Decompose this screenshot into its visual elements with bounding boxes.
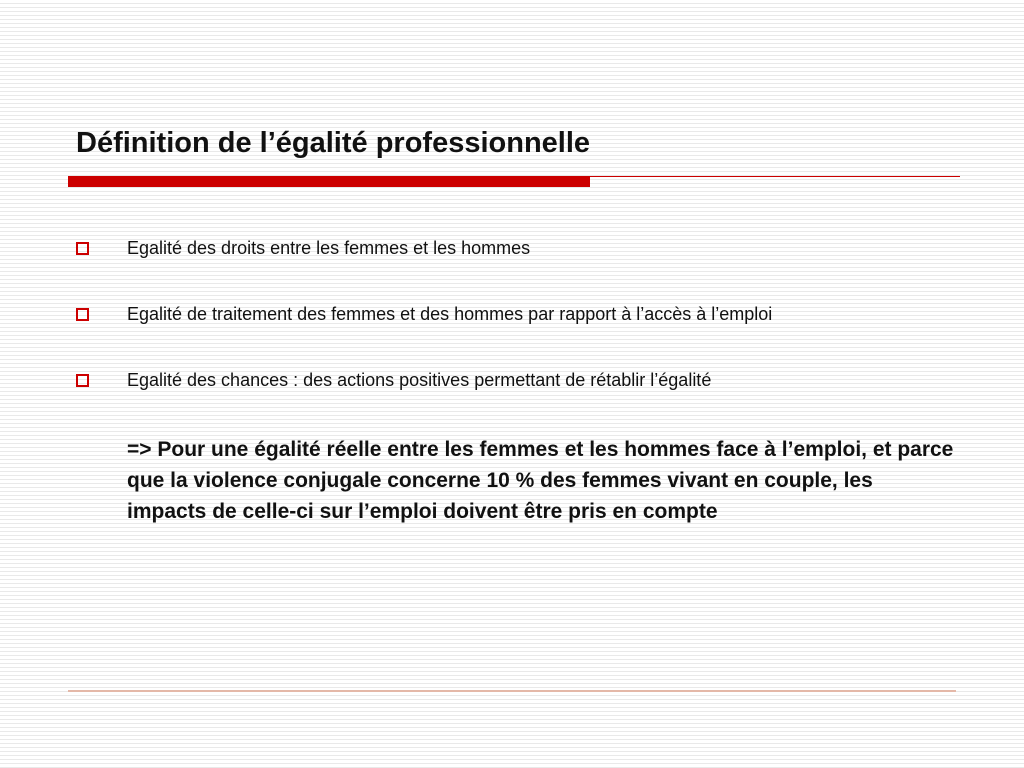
bullet-item: [76, 368, 976, 392]
conclusion-text: => Pour une égalité réelle entre les femmes et les hommes face à l’emploi, et parce que la violence conjugale concerne 10 % des femmes vivant en couple, les impacts de celle-ci sur l’emploi doivent être pris en compte: [127, 438, 954, 523]
bullet-text: Egalité des chances : des actions positives permettant de rétablir l’égalité: [127, 370, 712, 390]
square-bullet-icon: [76, 308, 89, 321]
bullet-text: Egalité de traitement des femmes et des hommes par rapport à l’accès à l’emploi: [127, 304, 773, 324]
bullet-item: [76, 302, 976, 326]
square-bullet-icon: [76, 374, 89, 387]
footer-divider: [68, 690, 956, 692]
bullet-item: [76, 236, 976, 260]
bullet-list: [76, 236, 976, 434]
bullet-text: Egalité des droits entre les femmes et les hommes: [127, 238, 531, 258]
title-underline-thin: [590, 176, 960, 177]
title-underline-thick: [68, 176, 590, 187]
square-bullet-icon: [76, 242, 89, 255]
slide-title: Définition de l’égalité professionnelle: [76, 127, 591, 159]
